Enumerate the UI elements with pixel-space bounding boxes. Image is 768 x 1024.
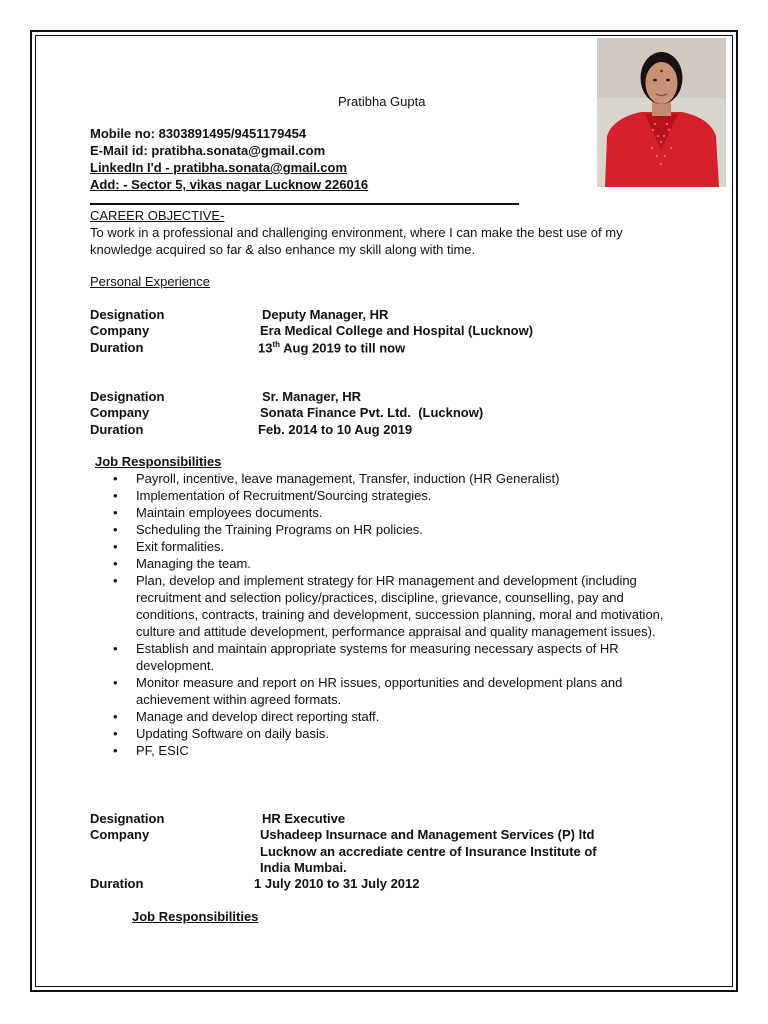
list-item: • Managing the team. [136, 555, 680, 572]
list-item: • Implementation of Recruitment/Sourcing strategies. [136, 487, 680, 504]
job3-company-line-2: Lucknow an accrediate centre of Insurance Institute of [260, 844, 597, 859]
job1-duration: 13th Aug 2019 to till now [258, 340, 406, 356]
list-item: • PF, ESIC [136, 742, 680, 759]
job3-duration: 1 July 2010 to 31 July 2012 [254, 876, 420, 891]
job-responsibilities-heading: Job Responsibilities [95, 454, 222, 469]
list-item: • Manage and develop direct reporting staff. [136, 708, 680, 725]
job3-company-line-3: India Mumbai. [260, 860, 347, 875]
job3-duration-label: Duration [90, 876, 144, 891]
job2-company-label: Company [90, 405, 150, 420]
job3-company-line-1: Ushadeep Insurnace and Management Services (P) ltd [260, 827, 595, 842]
list-item: • Monitor measure and report on HR issues, opportunities and development plans and achievement within agreed formats. [136, 674, 680, 708]
career-objective-heading: CAREER OBJECTIVE- [90, 208, 225, 223]
linkedin-id: LinkedIn I'd - pratibha.sonata@gmail.com [90, 160, 348, 175]
header-divider [90, 203, 519, 205]
career-objective-text: To work in a professional and challenging environment, where I can make the best use of my knowledge acquired so far & also enhance my skill along with time. [90, 225, 623, 257]
job1-duration-label: Duration [90, 340, 144, 355]
mobile-number: Mobile no: 8303891495/9451179454 [90, 126, 307, 141]
job2-designation: Sr. Manager, HR [262, 389, 361, 404]
list-item: • Updating Software on daily basis. [136, 725, 680, 742]
list-item: • Plan, develop and implement strategy for HR management and development (including recruitment and selection policy/practices, discipline, grievance, counselling, pay and conditions, contracts, training and development, succession planning, moral and motivation, culture and attitude development, performance appraisal and quality management issues). [136, 572, 680, 640]
job2-duration-label: Duration [90, 422, 144, 437]
list-item: • Payroll, incentive, leave management, Transfer, induction (HR Generalist) [136, 470, 680, 487]
job1-company-label: Company [90, 323, 150, 338]
candidate-name: Pratibha Gupta [338, 94, 426, 109]
job1-company: Era Medical College and Hospital (Lucknow) [260, 323, 534, 338]
job2-duration: Feb. 2014 to 10 Aug 2019 [258, 422, 413, 437]
job3-company-label: Company [90, 827, 150, 842]
job3-designation: HR Executive [262, 811, 346, 826]
list-item: • Maintain employees documents. [136, 504, 680, 521]
list-item: • Scheduling the Training Programs on HR policies. [136, 521, 680, 538]
job2-designation-label: Designation [90, 389, 165, 404]
list-item: • Exit formalities. [136, 538, 680, 555]
job2-company: Sonata Finance Pvt. Ltd. (Lucknow) [260, 405, 484, 420]
job3-designation-label: Designation [90, 811, 165, 826]
email-address: E-Mail id: pratibha.sonata@gmail.com [90, 143, 326, 158]
experience-heading: Personal Experience [90, 274, 210, 289]
postal-address: Add: - Sector 5, vikas nagar Lucknow 226016 [90, 177, 369, 192]
responsibilities-list [90, 470, 680, 759]
job1-designation-label: Designation [90, 307, 165, 322]
job1-designation: Deputy Manager, HR [262, 307, 389, 322]
profile-photo [597, 38, 726, 187]
job-responsibilities-heading-2: Job Responsibilities [132, 909, 259, 924]
list-item: • Establish and maintain appropriate systems for measuring necessary aspects of HR development. [136, 640, 680, 674]
